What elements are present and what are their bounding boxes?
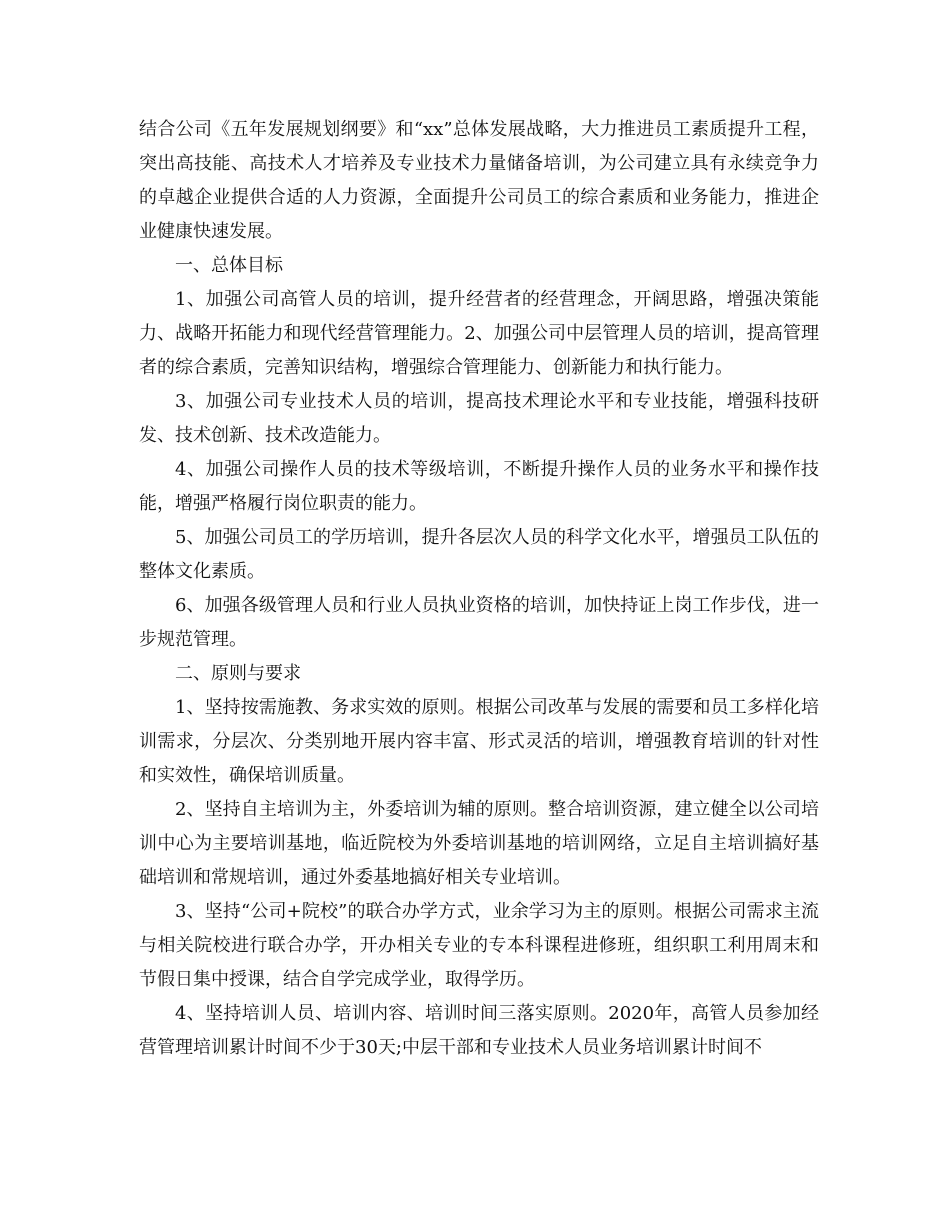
section-heading-overall-goals: 一、总体目标 xyxy=(175,255,283,276)
principle-item-4: 4、坚持培训人员、培训内容、培训时间三落实原则。2020年，高管人员参加经营管理培训累计时间不少于30天;中层干部和专业技术人员业务培训累计时间不 xyxy=(139,1003,819,1058)
principle-item-3: 3、坚持“公司+院校”的联合办学方式，业余学习为主的原则。根据公司需求主流与相关院校进行联合办学，开办相关专业的专本科课程进修班，组织职工利用周末和节假日集中授课，结合自学完成学业，取得学历。 xyxy=(139,901,819,990)
goal-item-4: 4、加强公司操作人员的技术等级培训，不断提升操作人员的业务水平和操作技能，增强严格履行岗位职责的能力。 xyxy=(139,459,819,514)
goal-item-3: 3、加强公司专业技术人员的培训，提高技术理论水平和专业技能，增强科技研发、技术创新、技术改造能力。 xyxy=(139,391,819,446)
principle-item-1: 1、坚持按需施教、务求实效的原则。根据公司改革与发展的需要和员工多样化培训需求，分层次、分类别地开展内容丰富、形式灵活的培训，增强教育培训的针对性和实效性，确保培训质量。 xyxy=(139,697,819,786)
principle-item-2: 2、坚持自主培训为主，外委培训为辅的原则。整合培训资源，建立健全以公司培训中心为主要培训基地，临近院校为外委培训基地的培训网络，立足自主培训搞好基础培训和常规培训，通过外委基地搞好相关专业培训。 xyxy=(139,799,819,888)
document-body xyxy=(139,113,819,1065)
intro-paragraph: 结合公司《五年发展规划纲要》和“xx”总体发展战略，大力推进员工素质提升工程，突出高技能、高技术人才培养及专业技术力量储备培训，为公司建立具有永续竞争力的卓越企业提供合适的人力资源，全面提升公司员工的综合素质和业务能力，推进企业健康快速发展。 xyxy=(139,119,819,242)
goal-item-6: 6、加强各级管理人员和行业人员执业资格的培训，加快持证上岗工作步伐，进一步规范管理。 xyxy=(139,595,819,650)
goal-item-5: 5、加强公司员工的学历培训，提升各层次人员的科学文化水平，增强员工队伍的整体文化素质。 xyxy=(139,527,819,582)
goal-item-1-2: 1、加强公司高管人员的培训，提升经营者的经营理念，开阔思路，增强决策能力、战略开拓能力和现代经营管理能力。2、加强公司中层管理人员的培训，提高管理者的综合素质，完善知识结构，增强综合管理能力、创新能力和执行能力。 xyxy=(139,289,819,378)
section-heading-principles: 二、原则与要求 xyxy=(175,663,301,684)
